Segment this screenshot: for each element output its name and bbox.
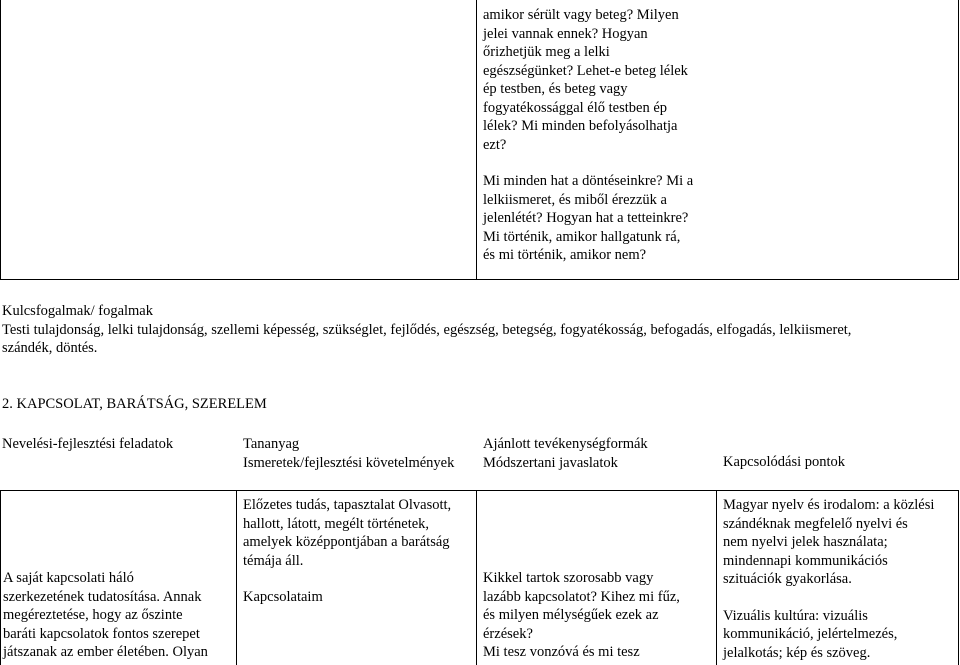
row-divider-2 (476, 490, 477, 665)
section-title: 2. KAPCSOLAT, BARÁTSÁG, SZERELEM (2, 396, 267, 412)
material-paragraph-1: Előzetes tudás, tapasztalat Olvasott, hallott, látott, megélt történetek, amelyek középpontjában a barátság témája áll. (243, 497, 452, 569)
header-col-material: Tananyag Ismeretek/fejlesztési követelmények (243, 436, 455, 471)
row-right-border (958, 490, 959, 665)
connections-paragraph-2: Vizuális kultúra: vizuális kommunikáció, jelértelmezés, jelalkotás; kép és szöveg. (723, 607, 898, 661)
row-cell-tasks: A saját kapcsolati háló szerkezetének tudatosítása. Annak megéreztetése, hogy az őszinte baráti kapcsolatok fontos szerepet játszanak az ember életében. Olyan (3, 570, 208, 660)
top-cell-right-border (958, 0, 959, 280)
top-cell-left-border (0, 0, 1, 280)
row-left-border (0, 490, 1, 665)
key-concepts-list: Testi tulajdonság, lelki tulajdonság, szellemi képesség, szükséglet, fejlődés, egészség, betegség, fogyatékosság, befogadás, elfogadás, lelkiismeret, szándék, döntés. (2, 321, 852, 356)
row-divider-1 (236, 490, 237, 665)
header-col-tasks: Nevelési-fejlesztési feladatok (2, 436, 174, 452)
row-top-border (0, 490, 959, 491)
top-paragraph-1: amikor sérült vagy beteg? Milyen jelei vannak ennek? Hogyan őrizhetjük meg a lelki egészségünket? Lehet-e beteg lélek ép testben, és beteg vagy fogyatékossággal élő testben ép lélek? Mi minden befolyásolhatja ezt? (483, 7, 688, 153)
key-concepts-heading: Kulcsfogalmak/ fogalmak (2, 303, 153, 319)
top-paragraph-2: Mi minden hat a döntéseinkre? Mi a lelkiismeret, és miből érezzük a jelenlétét? Hogyan hat a tetteinkre? Mi történik, amikor hallgatunk rá, és mi történik, amikor nem? (483, 173, 694, 263)
top-cell-divider (476, 0, 477, 280)
row-cell-material (243, 496, 475, 607)
top-cell-bottom-border (0, 279, 959, 280)
material-paragraph-2: Kapcsolataim (243, 589, 323, 605)
row-divider-3 (716, 490, 717, 665)
connections-paragraph-1: Magyar nyelv és irodalom: a közlési szándéknak megfelelő nyelvi és nem nyelvi jelek használata; mindennapi kommunikációs szituációk gyakorlása. (723, 497, 935, 587)
header-col-activities: Ajánlott tevékenységformák Módszertani javaslatok (483, 436, 648, 471)
row-cell-connections (723, 496, 957, 662)
header-col-connections: Kapcsolódási pontok (723, 454, 846, 470)
top-cell-text (483, 6, 953, 265)
key-concepts (2, 302, 957, 358)
row-cell-activities: Kikkel tartok szorosabb vagy lazább kapcsolatot? Kihez mi fűz, és milyen mélységűek ezek az érzések? Mi tesz vonzóvá és mi tesz (483, 570, 680, 660)
